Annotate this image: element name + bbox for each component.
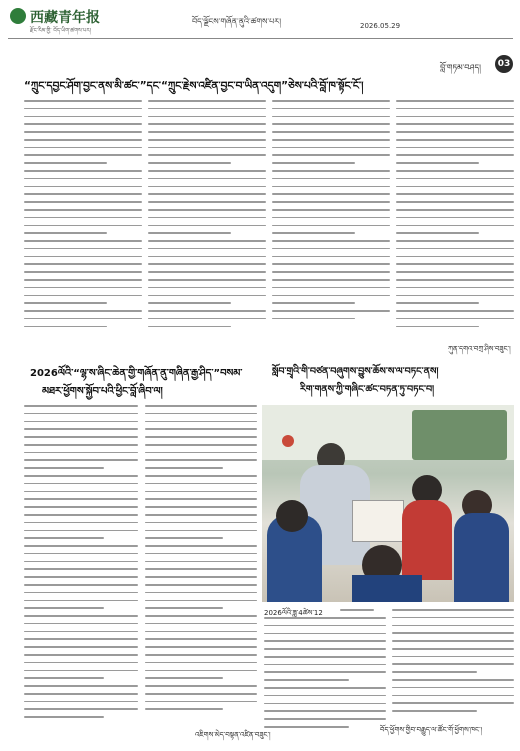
text-line xyxy=(24,302,107,304)
text-line xyxy=(24,201,142,203)
text-line xyxy=(145,452,257,454)
text-line xyxy=(24,139,142,141)
text-line xyxy=(24,491,138,493)
header-center-title: བོད་ལྗོངས་གཞོན་ནུའི་ཚགས་པར། xyxy=(192,17,281,26)
text-line xyxy=(148,240,266,242)
text-line xyxy=(148,193,266,195)
text-line xyxy=(272,279,390,281)
text-line xyxy=(145,498,257,500)
text-line xyxy=(392,702,514,704)
text-line xyxy=(145,576,257,578)
text-line xyxy=(24,654,138,656)
text-line xyxy=(24,592,138,594)
text-line xyxy=(24,178,142,180)
text-line xyxy=(145,662,257,664)
text-line xyxy=(24,514,138,516)
text-line xyxy=(24,100,142,102)
text-line xyxy=(24,326,107,328)
text-line xyxy=(145,693,257,695)
text-line xyxy=(145,530,257,532)
text-line xyxy=(148,116,266,118)
text-line xyxy=(396,131,514,133)
text-line xyxy=(272,147,390,149)
issue-date: 2026.05.29 xyxy=(360,22,401,30)
photo-caption-date: 2026ལོའི་ཟླ་4ཚེས་12 xyxy=(264,609,323,617)
text-line xyxy=(392,687,514,689)
text-line xyxy=(272,318,355,320)
article2-byline: འཇིགས་མེད་བསྟན་འཛིན་བཟུང་། xyxy=(195,731,271,739)
text-line xyxy=(145,600,257,602)
text-line xyxy=(264,664,386,666)
article1-column-3 xyxy=(272,100,390,330)
text-line xyxy=(148,139,266,141)
text-line xyxy=(264,640,386,642)
text-line xyxy=(24,225,142,227)
text-line xyxy=(145,670,257,672)
text-line xyxy=(24,498,138,500)
text-line xyxy=(148,209,266,211)
text-line xyxy=(145,545,257,547)
text-line xyxy=(145,584,257,586)
text-line xyxy=(272,100,390,102)
text-line xyxy=(24,413,138,415)
text-line xyxy=(24,232,107,234)
text-line xyxy=(396,326,479,328)
text-line xyxy=(392,671,477,673)
text-line xyxy=(145,708,223,710)
text-line xyxy=(24,561,138,563)
text-line xyxy=(392,656,514,658)
text-line xyxy=(264,703,386,705)
text-line xyxy=(24,483,138,485)
text-line xyxy=(24,677,104,679)
text-line xyxy=(24,708,138,710)
text-line xyxy=(272,263,390,265)
photo-credit: བོད་ཕྱོགས་གྱིབ་བརྒྱུད་ལ་ཚོང་གོ་ཕྱོགས་ཁང་། xyxy=(380,726,483,734)
text-line xyxy=(396,225,514,227)
article1-headline: “ཀྲུང་དབྱང་ཤོག་བྱང་ནས་མི་ཚང་”དང་“ཀྲུང་རྗེས་འཛིན་བྱང་བ་ཡིན་འདུག”ཅེས་པའི་བློ་ཁ་སྟོང་ངོ་། xyxy=(24,80,364,92)
text-line xyxy=(148,162,231,164)
text-line xyxy=(396,100,514,102)
text-line xyxy=(396,256,514,258)
photo-caption-column-2 xyxy=(392,609,514,719)
text-line xyxy=(396,139,514,141)
text-line xyxy=(272,287,390,289)
header-rule xyxy=(8,38,513,39)
text-line xyxy=(396,310,514,312)
text-line xyxy=(272,310,390,312)
text-line xyxy=(24,693,138,695)
text-line xyxy=(24,256,142,258)
text-line xyxy=(392,648,514,650)
text-line xyxy=(148,287,266,289)
text-line xyxy=(24,217,142,219)
text-line xyxy=(24,607,104,609)
text-line xyxy=(24,421,138,423)
text-line xyxy=(24,186,142,188)
text-line xyxy=(148,108,266,110)
text-line xyxy=(24,310,142,312)
text-line xyxy=(272,225,390,227)
text-line xyxy=(264,633,386,635)
text-line xyxy=(148,147,266,149)
text-line xyxy=(145,436,257,438)
text-line xyxy=(396,193,514,195)
text-line xyxy=(396,170,514,172)
text-line xyxy=(145,459,257,461)
text-line xyxy=(396,217,514,219)
text-line xyxy=(396,263,514,265)
text-line xyxy=(145,615,257,617)
text-line xyxy=(272,131,390,133)
text-line xyxy=(272,271,390,273)
text-line xyxy=(24,662,138,664)
article2-headline-line2: མཐར་ཕྱོགས་སྐྱོབ་པའི་ཕྱིང་བློ་ཞིབ་ལ། xyxy=(42,386,163,397)
text-line xyxy=(264,679,349,681)
text-line xyxy=(24,467,104,469)
text-line xyxy=(272,108,390,110)
article1-column-4 xyxy=(396,100,514,338)
text-line xyxy=(148,295,266,297)
text-line xyxy=(264,656,386,658)
text-line xyxy=(264,671,386,673)
text-line xyxy=(396,201,514,203)
text-line xyxy=(145,631,257,633)
text-line xyxy=(145,568,257,570)
text-line xyxy=(24,131,142,133)
text-line xyxy=(148,217,266,219)
text-line xyxy=(392,695,514,697)
classroom-photo xyxy=(262,405,514,602)
text-line xyxy=(396,154,514,156)
text-line xyxy=(272,162,355,164)
article2-column-2 xyxy=(145,405,257,723)
text-line xyxy=(24,670,138,672)
text-line xyxy=(145,428,257,430)
text-line xyxy=(340,609,374,611)
text-line xyxy=(148,225,266,227)
text-line xyxy=(396,302,479,304)
article2-column-1 xyxy=(24,405,138,730)
text-line xyxy=(264,695,386,697)
text-line xyxy=(24,553,138,555)
text-line xyxy=(145,623,257,625)
text-line xyxy=(24,405,138,407)
text-line xyxy=(272,248,390,250)
text-line xyxy=(145,537,223,539)
text-line xyxy=(145,607,223,609)
article3-headline-line2: རིག་གནས་ཀྱི་གཞིང་ཚང་བཏན་ཏུ་བཏང་བ། xyxy=(300,384,435,395)
text-line xyxy=(24,108,142,110)
text-line xyxy=(396,178,514,180)
text-line xyxy=(148,310,266,312)
text-line xyxy=(272,295,390,297)
text-line xyxy=(396,240,514,242)
text-line xyxy=(264,648,386,650)
text-line xyxy=(24,685,138,687)
text-line xyxy=(264,726,349,728)
article2-headline-line1: 2026ལོའི་“ལྷ་ས་ཞིང་ཆེན་གྱི་གཞོན་ནུ་གཞིན་རྒྱ་ཤིད་”བསམ་ xyxy=(30,368,243,379)
text-line xyxy=(24,318,142,320)
text-line xyxy=(272,178,390,180)
text-line xyxy=(24,623,138,625)
text-line xyxy=(396,116,514,118)
text-line xyxy=(396,108,514,110)
text-line xyxy=(148,178,266,180)
text-line xyxy=(272,217,390,219)
text-line xyxy=(392,640,514,642)
text-line xyxy=(392,632,514,634)
photo-caption-line-first xyxy=(340,609,388,617)
text-line xyxy=(24,638,138,640)
text-line xyxy=(145,444,257,446)
text-line xyxy=(24,522,138,524)
text-line xyxy=(392,710,477,712)
text-line xyxy=(264,625,386,627)
text-line xyxy=(396,279,514,281)
text-line xyxy=(24,436,138,438)
text-line xyxy=(148,123,266,125)
text-line xyxy=(145,514,257,516)
text-line xyxy=(396,232,479,234)
text-line xyxy=(24,584,138,586)
text-line xyxy=(148,100,266,102)
text-line xyxy=(24,600,138,602)
text-line xyxy=(148,302,231,304)
text-line xyxy=(148,318,266,320)
text-line xyxy=(24,545,138,547)
text-line xyxy=(148,131,266,133)
text-line xyxy=(145,685,257,687)
text-line xyxy=(145,522,257,524)
text-line xyxy=(272,240,390,242)
text-line xyxy=(264,710,386,712)
text-line xyxy=(392,663,514,665)
text-line xyxy=(24,263,142,265)
text-line xyxy=(24,537,104,539)
text-line xyxy=(24,452,138,454)
text-line xyxy=(264,617,386,619)
text-line xyxy=(24,716,104,718)
text-line xyxy=(148,279,266,281)
text-line xyxy=(145,638,257,640)
text-line xyxy=(148,232,231,234)
text-line xyxy=(24,116,142,118)
text-line xyxy=(24,568,138,570)
text-line xyxy=(145,592,257,594)
text-line xyxy=(148,170,266,172)
text-line xyxy=(272,186,390,188)
text-line xyxy=(145,646,257,648)
text-line xyxy=(148,263,266,265)
text-line xyxy=(24,631,138,633)
text-line xyxy=(392,625,514,627)
text-line xyxy=(24,295,142,297)
text-line xyxy=(145,413,257,415)
text-line xyxy=(24,271,142,273)
text-line xyxy=(396,271,514,273)
text-line xyxy=(24,170,142,172)
text-line xyxy=(145,421,257,423)
text-line xyxy=(24,209,142,211)
text-line xyxy=(145,677,223,679)
text-line xyxy=(148,256,266,258)
text-line xyxy=(24,530,138,532)
text-line xyxy=(24,240,142,242)
text-line xyxy=(24,701,138,703)
text-line xyxy=(24,646,138,648)
article3-headline-line1: སློབ་གྲྭའི་གི་བཙན་བཞུགས་བྱུས་ཆོས་ས་ལ་བཏང་ནས། xyxy=(272,366,439,377)
text-line xyxy=(24,576,138,578)
text-line xyxy=(145,654,257,656)
text-line xyxy=(145,701,257,703)
text-line xyxy=(148,154,266,156)
text-line xyxy=(145,405,257,407)
text-line xyxy=(396,209,514,211)
text-line xyxy=(145,506,257,508)
text-line xyxy=(148,186,266,188)
text-line xyxy=(24,506,138,508)
text-line xyxy=(272,154,390,156)
text-line xyxy=(396,147,514,149)
text-line xyxy=(145,561,257,563)
text-line xyxy=(24,248,142,250)
text-line xyxy=(272,170,390,172)
text-line xyxy=(145,483,257,485)
text-line xyxy=(264,687,386,689)
text-line xyxy=(145,553,257,555)
text-line xyxy=(272,256,390,258)
text-line xyxy=(396,162,479,164)
text-line xyxy=(396,287,514,289)
text-line xyxy=(24,615,138,617)
article1-column-1 xyxy=(24,100,142,338)
text-line xyxy=(24,162,107,164)
photo-caption-column-1 xyxy=(264,617,386,735)
text-line xyxy=(392,679,514,681)
text-line xyxy=(145,467,223,469)
text-line xyxy=(24,154,142,156)
text-line xyxy=(272,139,390,141)
article1-column-2 xyxy=(148,100,266,338)
page-number-badge: 03 xyxy=(495,55,513,73)
text-line xyxy=(24,459,138,461)
text-line xyxy=(148,326,231,328)
text-line xyxy=(396,248,514,250)
article1-byline: ཀུན་དགའ་བཀྲ་ཤིས་བཟུང་། xyxy=(448,345,511,353)
newspaper-logo-icon xyxy=(10,8,26,24)
text-line xyxy=(24,475,138,477)
text-line xyxy=(148,201,266,203)
text-line xyxy=(396,295,514,297)
text-line xyxy=(24,193,142,195)
text-line xyxy=(272,116,390,118)
text-line xyxy=(148,248,266,250)
text-line xyxy=(24,279,142,281)
text-line xyxy=(24,123,142,125)
newspaper-subtitle: རྫོང་རིམ་གྱི་ བོད་ཡིག་ཚགས་པར། xyxy=(30,28,92,34)
text-line xyxy=(145,491,257,493)
text-line xyxy=(24,444,138,446)
text-line xyxy=(264,718,386,720)
text-line xyxy=(392,609,514,611)
text-line xyxy=(24,287,142,289)
text-line xyxy=(145,475,257,477)
text-line xyxy=(272,302,355,304)
text-line xyxy=(272,209,390,211)
text-line xyxy=(396,186,514,188)
newspaper-name: 西藏青年报 xyxy=(30,11,100,26)
text-line xyxy=(272,123,390,125)
text-line xyxy=(272,232,355,234)
text-line xyxy=(396,318,514,320)
section-label: བློ་གཏམ་བཤད། xyxy=(440,63,481,72)
text-line xyxy=(24,428,138,430)
text-line xyxy=(148,271,266,273)
text-line xyxy=(396,123,514,125)
text-line xyxy=(392,617,514,619)
text-line xyxy=(24,147,142,149)
text-line xyxy=(272,193,390,195)
text-line xyxy=(272,201,390,203)
